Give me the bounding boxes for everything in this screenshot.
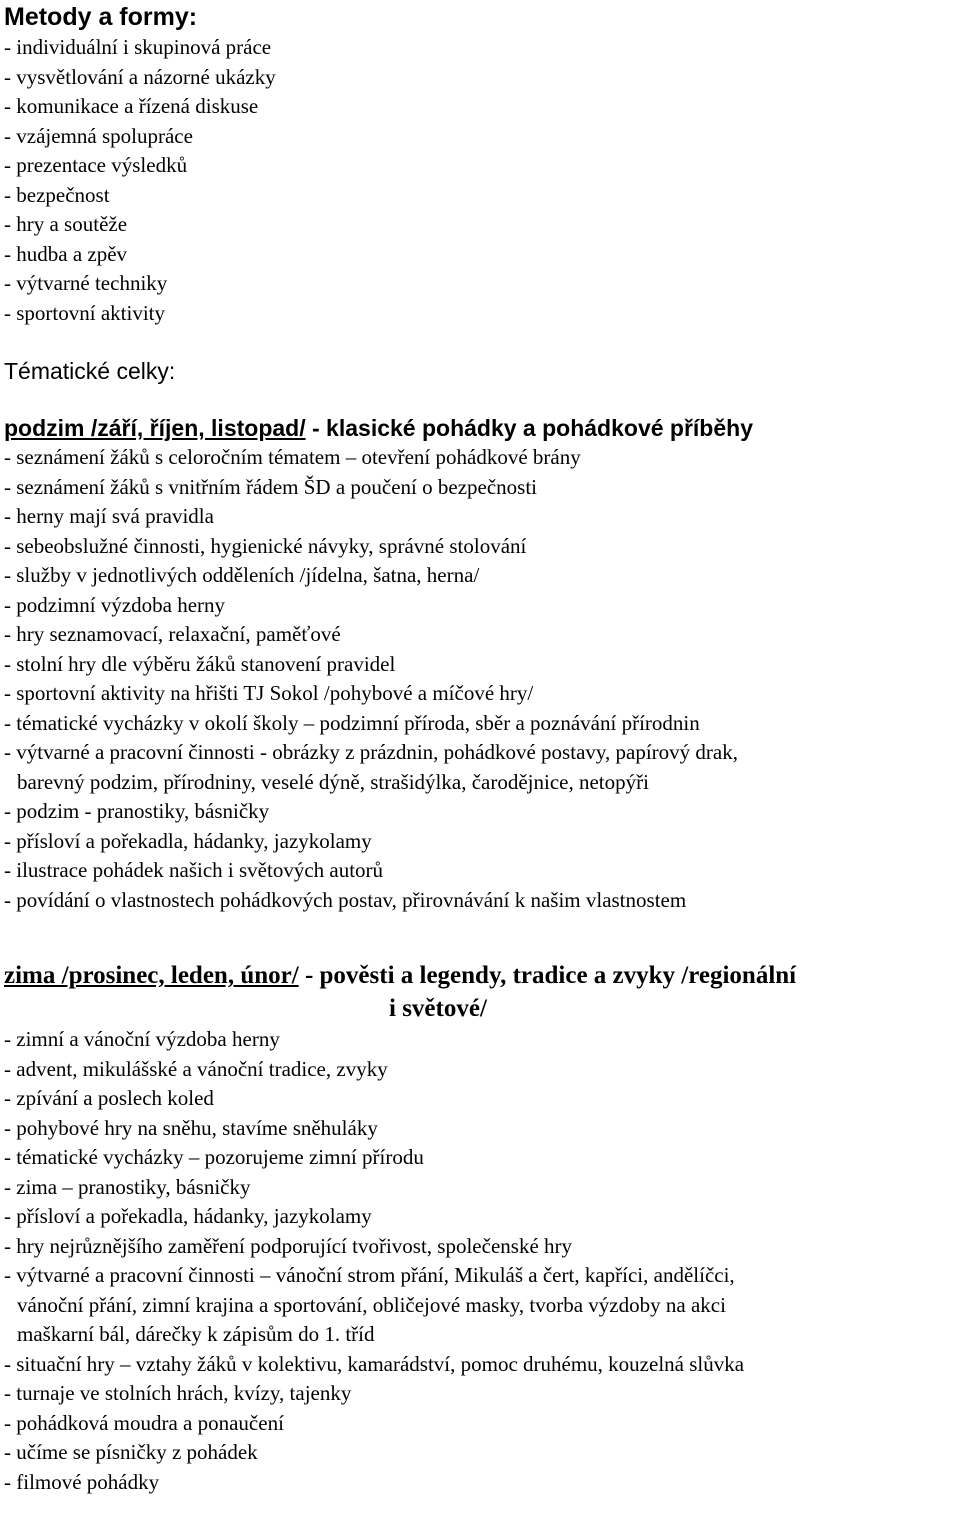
list-item: - ilustrace pohádek našich i světových autorů: [4, 858, 384, 882]
list-item: - tématické vycházky – pozorujeme zimní přírodu: [4, 1145, 424, 1169]
list-item: - advent, mikulášské a vánoční tradice, zvyky: [4, 1056, 388, 1081]
list-item: - turnaje ve stolních hrách, kvízy, tajenky: [4, 1381, 352, 1405]
list-item: - zima – pranostiky, básničky: [4, 1174, 251, 1199]
list-item: - výtvarné a pracovní činnosti - obrázky z prázdnin, pohádkové postavy, papírový drak,: [4, 740, 738, 764]
methods-title: Metody a formy:: [4, 3, 198, 31]
list-item-continuation: vánoční přání, zimní krajina a sportování, obličejové masky, tvorba výzdoby na akci: [17, 1292, 726, 1317]
autumn-heading-period: podzim /září, říjen, listopad/: [4, 415, 306, 441]
list-item: - sebeobslužné činnosti, hygienické návyky, správné stolování: [4, 533, 527, 558]
list-item: - situační hry – vztahy žáků v kolektivu, kamarádství, pomoc druhému, kouzelná slůvka: [4, 1351, 745, 1376]
list-item: - hry nejrůznějšího zaměření podporující tvořivost, společenské hry: [4, 1233, 573, 1258]
winter-list: [4, 1025, 956, 1497]
list-item: - tématické vycházky v okolí školy – podzimní příroda, sběr a poznávání přírodnin: [4, 710, 700, 735]
document-page: [4, 0, 956, 1497]
list-item: - vysvětlování a názorné ukázky: [4, 64, 276, 89]
winter-heading-theme: - pověsti a legendy, tradice a zvyky /regionální: [298, 962, 797, 989]
list-item: - pohybové hry na sněhu, stavíme sněhuláky: [4, 1115, 378, 1140]
list-item: - hudba a zpěv: [4, 241, 128, 266]
list-item: - podzimní výzdoba herny: [4, 592, 226, 617]
list-item: - vzájemná spolupráce: [4, 123, 193, 148]
winter-heading-continuation: i světové/: [389, 995, 487, 1022]
list-item: - herny mají svá pravidla: [4, 504, 214, 528]
list-item: - sportovní aktivity na hřišti TJ Sokol /pohybové a míčové hry/: [4, 681, 534, 705]
winter-heading-line: [4, 959, 956, 992]
methods-list: [4, 33, 956, 328]
list-item: - zpívání a poslech koled: [4, 1086, 214, 1110]
list-item: - pohádková moudra a ponaučení: [4, 1410, 284, 1435]
list-item: - komunikace a řízená diskuse: [4, 94, 259, 118]
list-item: - seznámení žáků s vnitřním řádem ŠD a poučení o bezpečnosti: [4, 474, 537, 499]
list-item: - podzim - pranostiky, básničky: [4, 799, 270, 823]
autumn-heading-theme: - klasické pohádky a pohádkové příběhy: [305, 415, 753, 441]
winter-heading-period: zima /prosinec, leden, únor/: [4, 962, 299, 989]
list-item: - prezentace výsledků: [4, 153, 188, 177]
list-item: - přísloví a pořekadla, hádanky, jazykolamy: [4, 1204, 372, 1228]
autumn-heading: [4, 413, 956, 443]
list-item: - hry seznamovací, relaxační, paměťové: [4, 622, 341, 646]
topics-title: Tématické celky:: [4, 358, 176, 384]
autumn-list: [4, 443, 956, 915]
list-item: - individuální i skupinová práce: [4, 35, 272, 59]
list-item: - seznámení žáků s celoročním tématem – otevření pohádkové brány: [4, 445, 581, 469]
list-item-continuation: maškarní bál, dárečky k zápisům do 1. tříd: [17, 1322, 375, 1346]
list-item: - povídání o vlastnostech pohádkových postav, přirovnávání k našim vlastnostem: [4, 887, 687, 912]
list-item: - stolní hry dle výběru žáků stanovení pravidel: [4, 651, 396, 676]
list-item: - přísloví a pořekadla, hádanky, jazykolamy: [4, 828, 372, 853]
list-item: - filmové pohádky: [4, 1469, 160, 1494]
list-item: - výtvarné techniky: [4, 271, 168, 295]
list-item: - bezpečnost: [4, 182, 110, 207]
list-item: - sportovní aktivity: [4, 300, 165, 325]
list-item: - výtvarné a pracovní činnosti – vánoční strom přání, Mikuláš a čert, kapříci, andělíčci,: [4, 1263, 735, 1287]
list-item: - zimní a vánoční výzdoba herny: [4, 1027, 280, 1051]
winter-heading: [4, 959, 956, 1025]
list-item: - služby v jednotlivých odděleních /jídelna, šatna, herna/: [4, 563, 480, 587]
list-item: - hry a soutěže: [4, 212, 128, 236]
list-item-continuation: barevný podzim, přírodniny, veselé dýně, strašidýlka, čarodějnice, netopýři: [17, 769, 649, 794]
list-item: - učíme se písničky z pohádek: [4, 1440, 258, 1464]
